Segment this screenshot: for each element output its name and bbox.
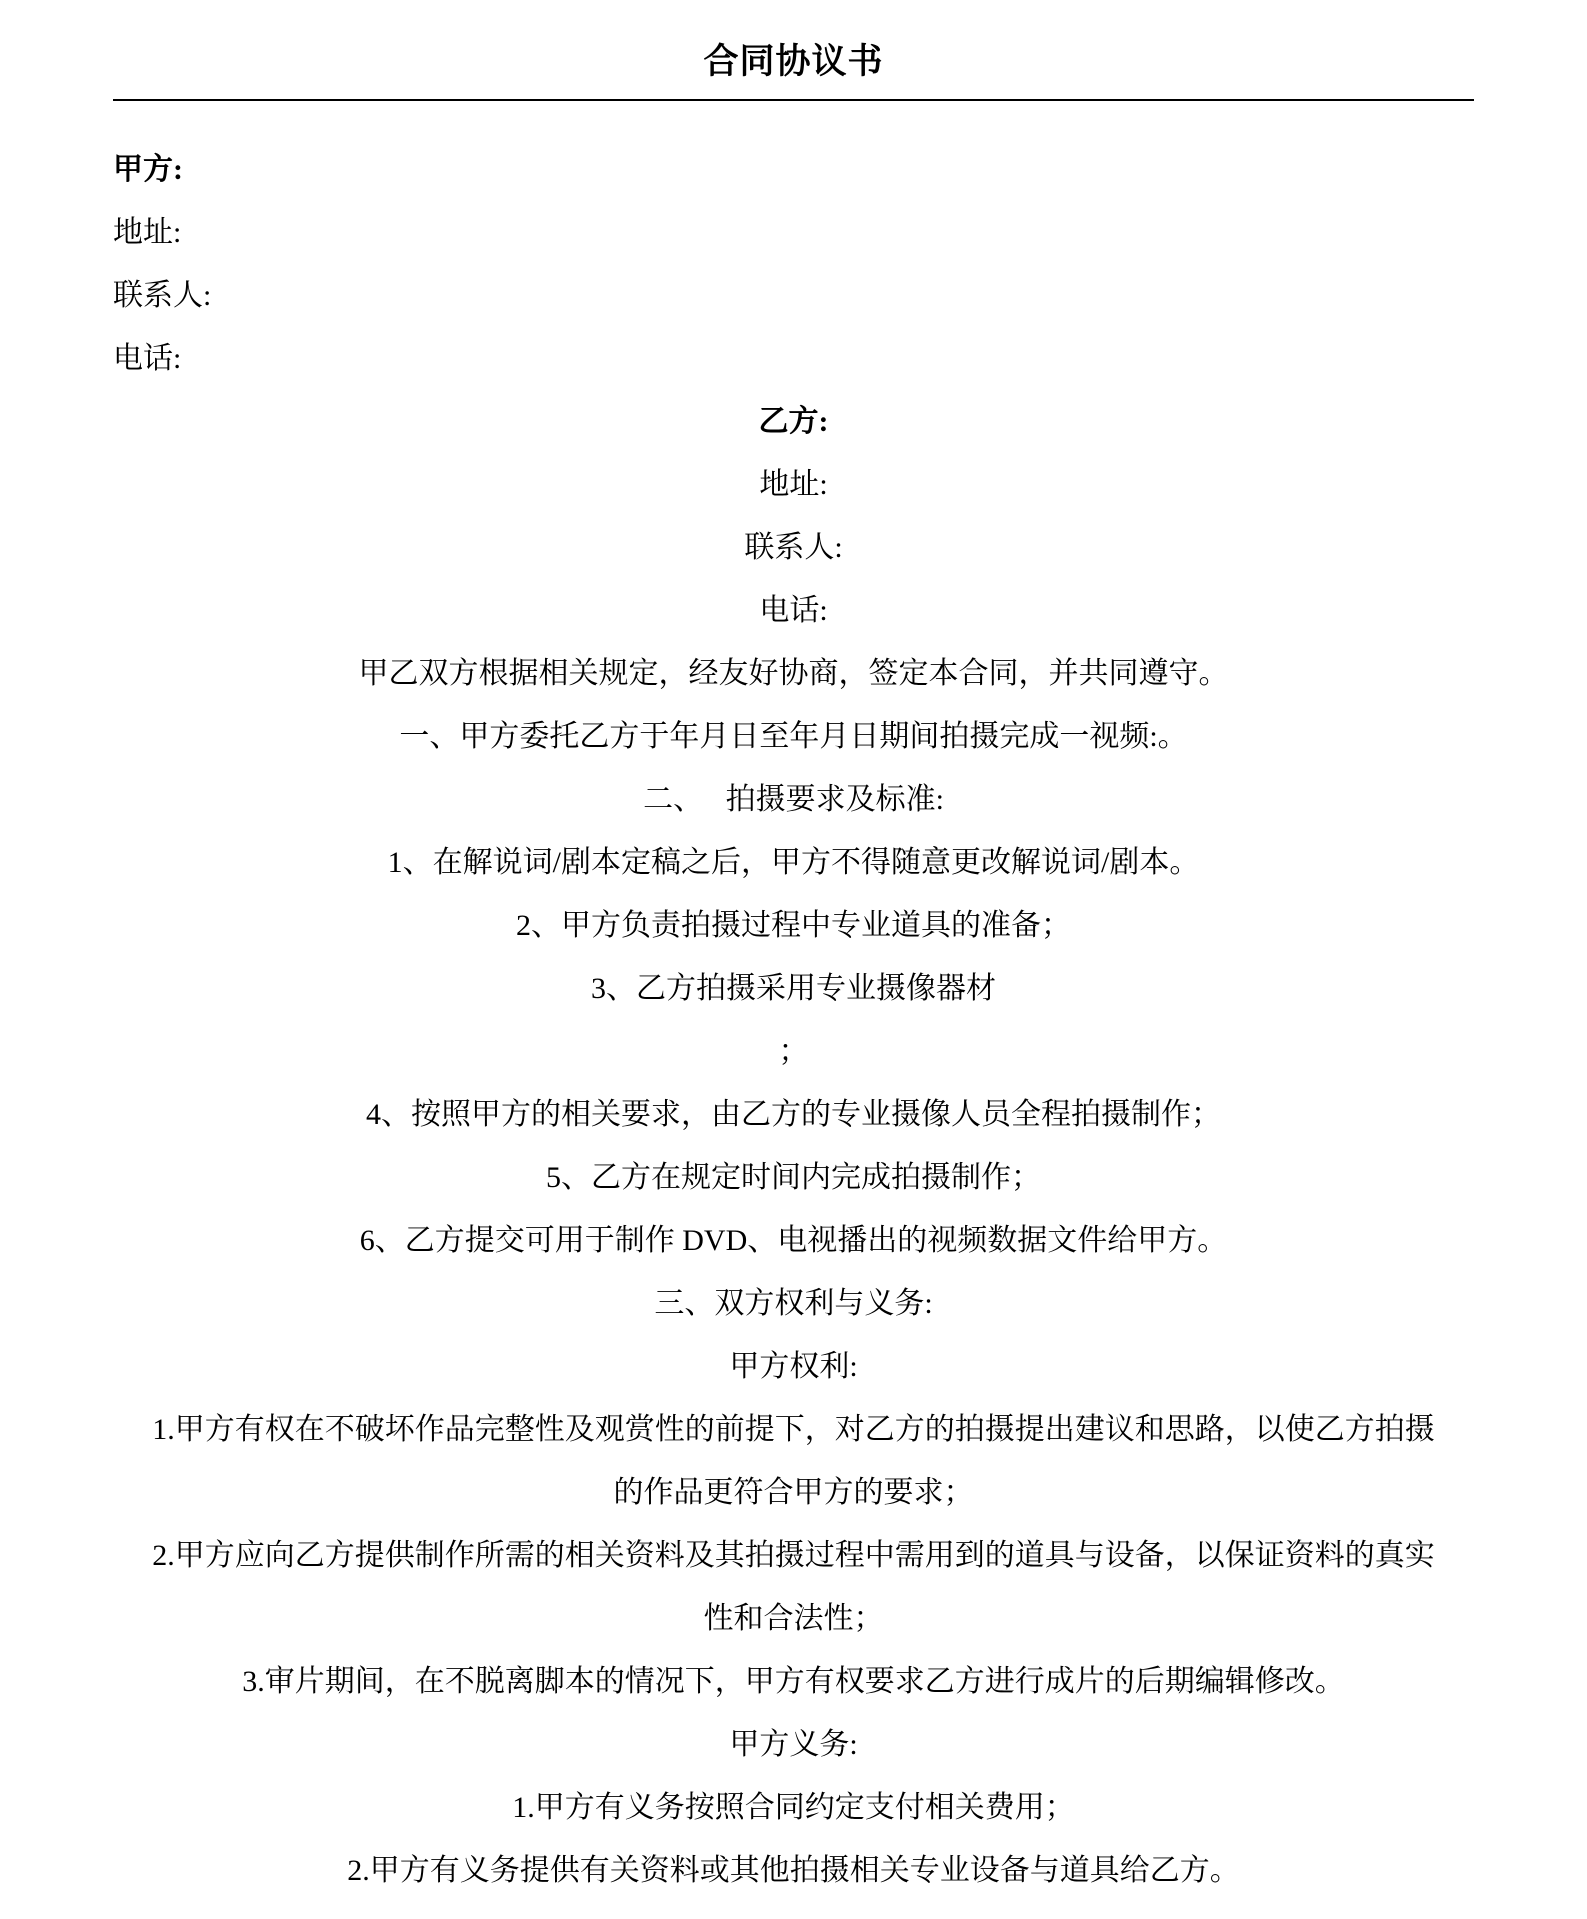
clause-3-heading: 三、双方权利与义务: [654, 1287, 933, 1320]
party-b-address-label: 地址: [759, 468, 828, 501]
clause-2-item-1: 1、在解说词/剧本定稿之后，甲方不得随意更改解说词/剧本。 [387, 846, 1200, 879]
party-b-phone-label: 电话: [759, 594, 828, 627]
party-a-rights-3: 3.审片期间，在不脱离脚本的情况下，甲方有权要求乙方进行成片的后期编辑修改。 [242, 1665, 1345, 1698]
clause-2-item-6: 6、乙方提交可用于制作 DVD、电视播出的视频数据文件给甲方。 [359, 1224, 1228, 1257]
party-a-name-label: 甲方: [113, 153, 183, 186]
clause-2-item-3: 3、乙方拍摄采用专业摄像器材 [591, 972, 996, 1005]
party-b-contact-label: 联系人: [744, 531, 843, 564]
party-a-duties-2: 2.甲方有义务提供有关资料或其他拍摄相关专业设备与道具给乙方。 [347, 1854, 1240, 1887]
document-title: 合同协议书 [703, 42, 884, 81]
party-a-rights-1-line-1: 1.甲方有权在不破坏作品完整性及观赏性的前提下，对乙方的拍摄提出建议和思路，以使乙方拍摄 [152, 1413, 1435, 1446]
party-b-name-label: 乙方: [758, 405, 829, 438]
clause-2-item-2: 2、甲方负责拍摄过程中专业道具的准备； [516, 909, 1071, 942]
clause-1: 一、甲方委托乙方于年月日至年月日期间拍摄完成一视频:。 [399, 720, 1188, 753]
party-a-rights-heading: 甲方权利: [729, 1350, 858, 1383]
party-a-duties-1: 1.甲方有义务按照合同约定支付相关费用； [512, 1791, 1075, 1824]
preamble: 甲乙双方根据相关规定，经友好协商，签定本合同，并共同遵守。 [358, 657, 1229, 690]
party-a-address-label: 地址: [113, 216, 182, 249]
document-lines [113, 138, 1474, 1902]
party-a-contact-label: 联系人: [113, 279, 212, 312]
clause-2-item-4: 4、按照甲方的相关要求，由乙方的专业摄像人员全程拍摄制作； [366, 1098, 1221, 1131]
clause-2-item-3-cont: ； [778, 1035, 809, 1068]
clause-2-item-5: 5、乙方在规定时间内完成拍摄制作； [546, 1161, 1041, 1194]
title-divider [113, 99, 1474, 101]
party-a-phone-label: 电话: [113, 342, 182, 375]
party-a-duties-heading: 甲方义务: [729, 1728, 858, 1761]
party-a-rights-2-line-1: 2.甲方应向乙方提供制作所需的相关资料及其拍摄过程中需用到的道具与设备，以保证资料的真实 [152, 1539, 1435, 1572]
clause-2-heading: 二、 拍摄要求及标准: [643, 783, 944, 816]
party-a-rights-2-line-2: 性和合法性； [703, 1602, 884, 1635]
party-a-rights-1-line-2: 的作品更符合甲方的要求； [613, 1476, 974, 1509]
